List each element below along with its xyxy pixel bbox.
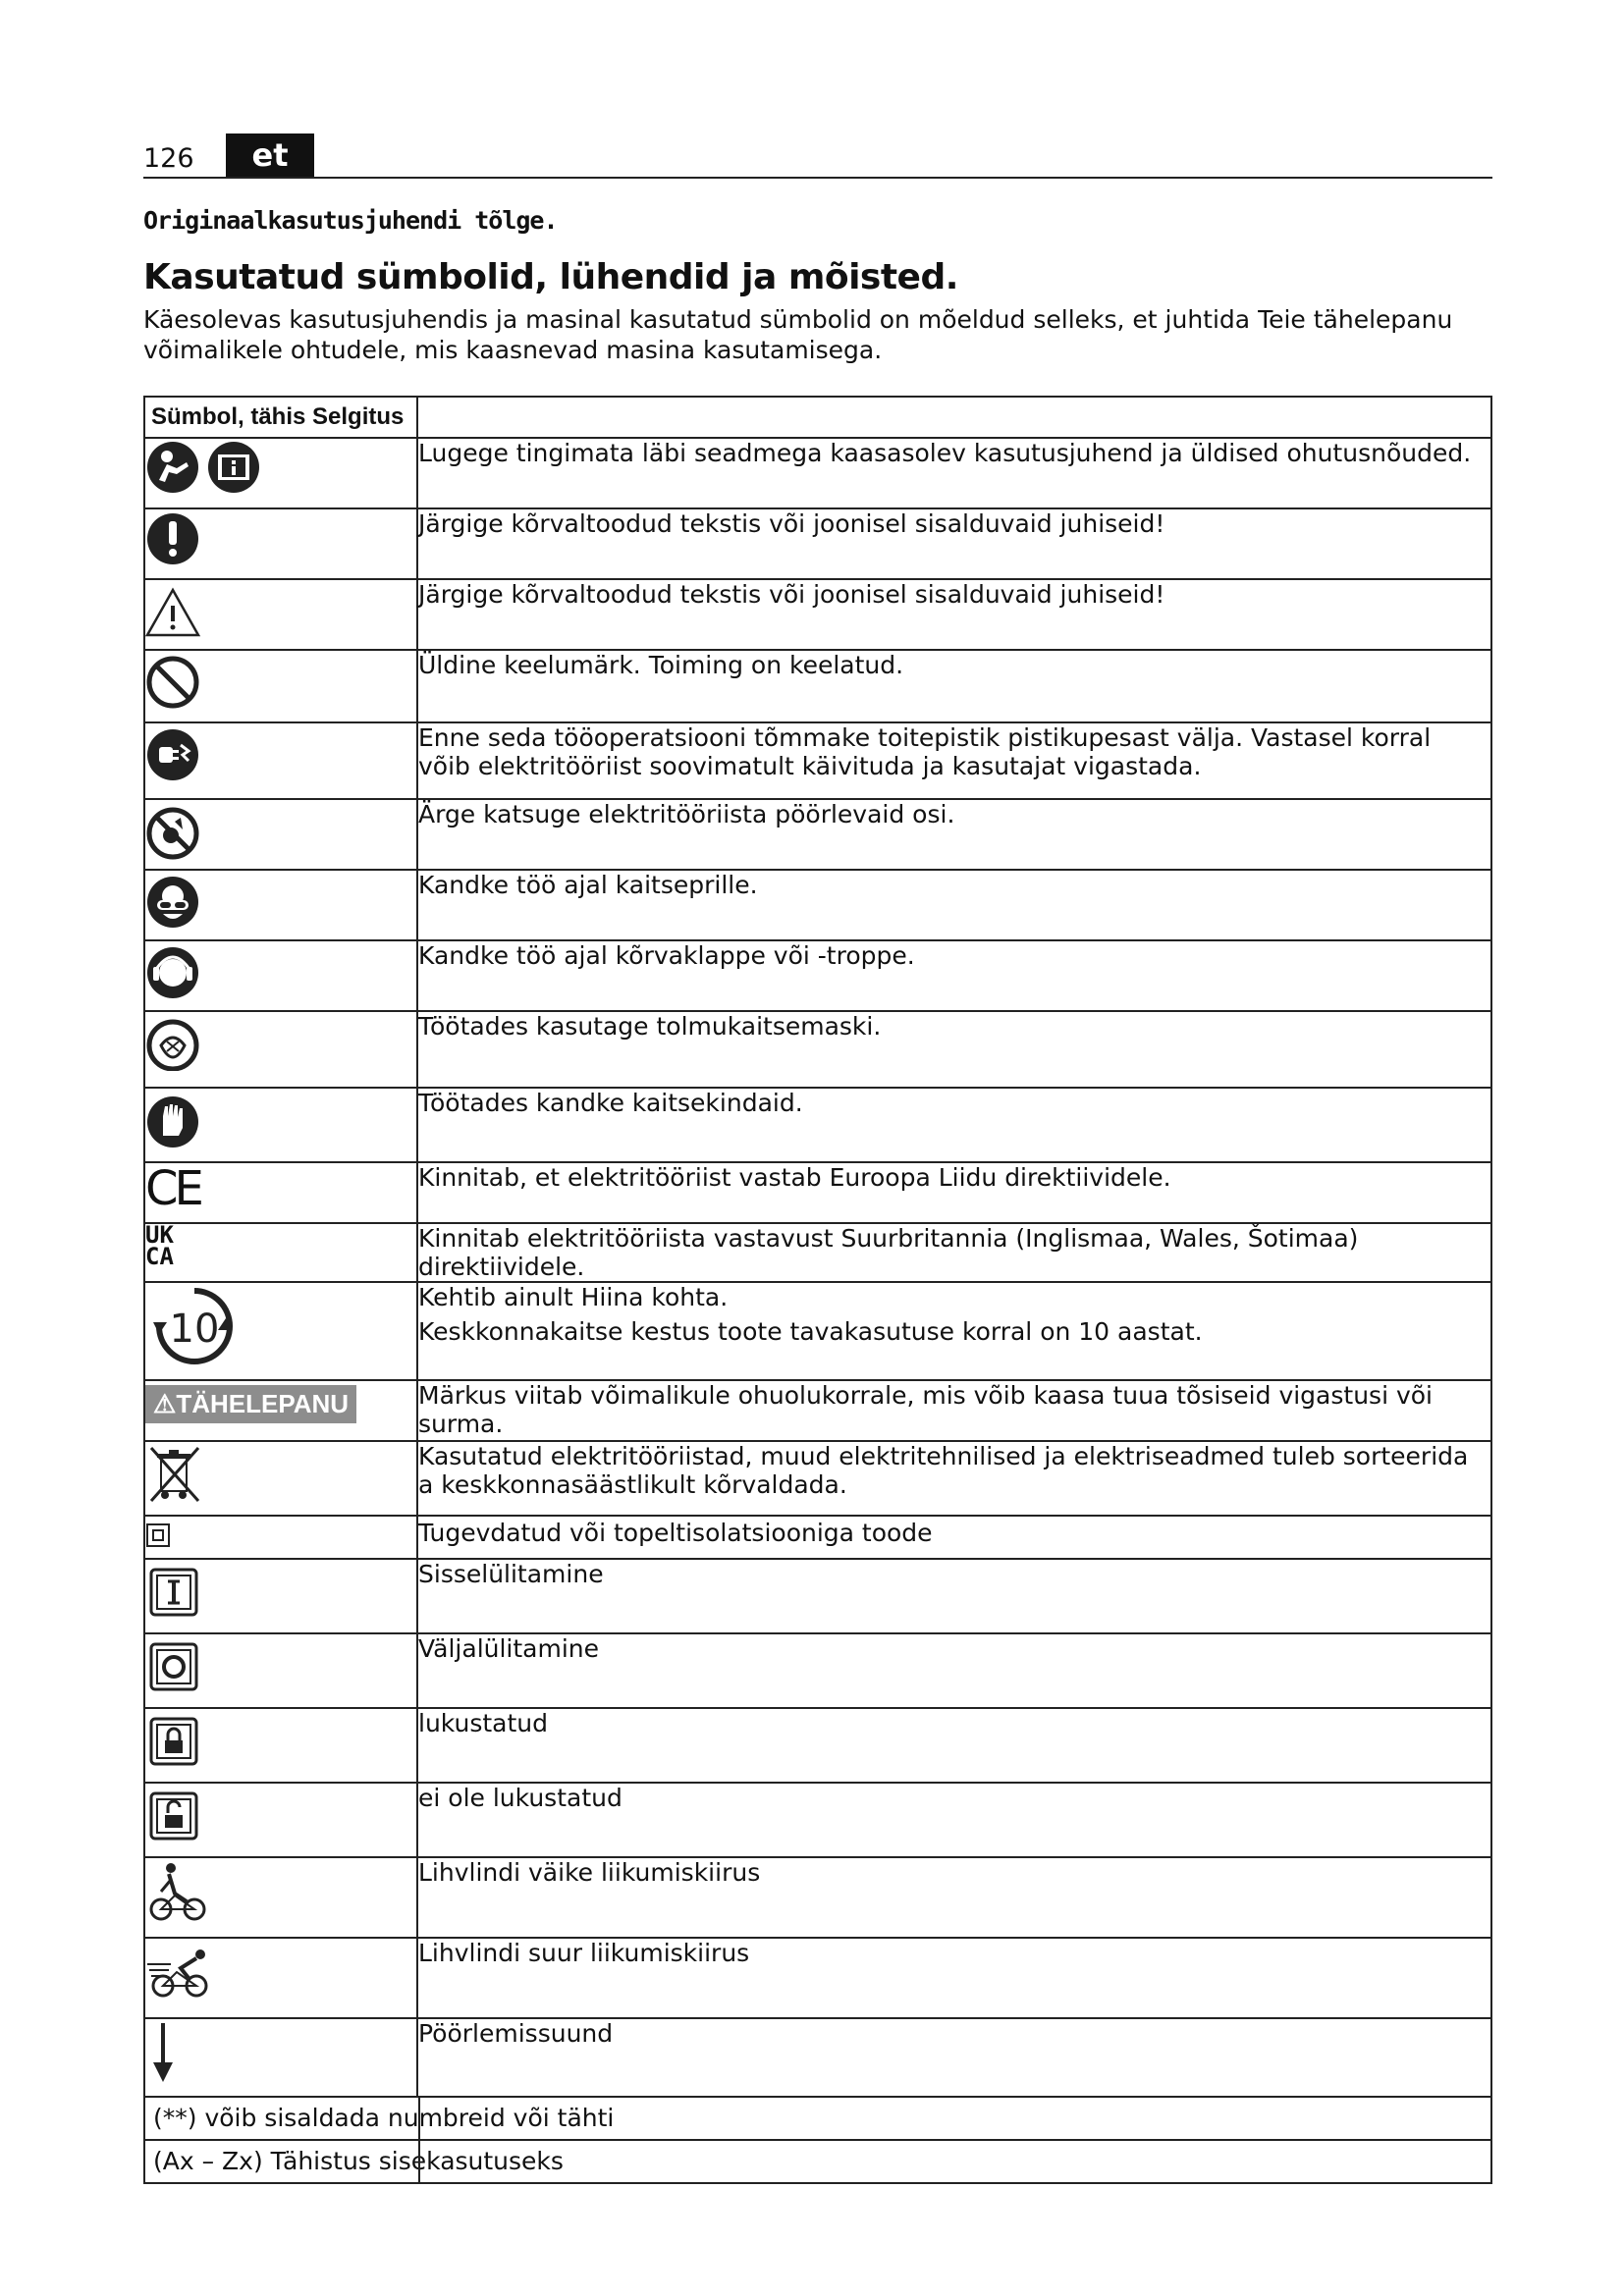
china-10-years-icon bbox=[145, 1283, 244, 1369]
table-row bbox=[144, 650, 1491, 722]
footnote-numbers-letters: (**) võib sisaldada numbreid või tähti bbox=[153, 2104, 615, 2132]
row-description-line2: Keskkonnakaitse kestus toote tavakasutuse korral on 10 aastat. bbox=[418, 1317, 1203, 1346]
no-touch-rotating-icon bbox=[145, 800, 204, 861]
table-row bbox=[144, 1708, 1491, 1783]
row-description: Lugege tingimata läbi seadmega kaasasolev kasutusjuhend ja üldised ohutusnõuded. bbox=[417, 438, 1491, 508]
switch-off-icon bbox=[145, 1634, 204, 1693]
weee-bin-icon bbox=[145, 1442, 204, 1503]
table-row bbox=[144, 1559, 1491, 1633]
table-header-row bbox=[144, 397, 1491, 438]
switch-on-icon bbox=[145, 1560, 204, 1619]
row-description: Kandke töö ajal kõrvaklappe või -troppe. bbox=[417, 940, 1491, 1011]
slow-speed-icon bbox=[145, 1858, 214, 1927]
mandatory-exclamation-icon bbox=[145, 509, 204, 568]
table-row bbox=[144, 579, 1491, 650]
table-row bbox=[144, 1011, 1491, 1088]
row-description: Tugevdatud või topeltisolatsiooniga toode bbox=[417, 1516, 1491, 1559]
table-footer-row bbox=[144, 2097, 1491, 2140]
row-description: Lihvlindi väike liikumiskiirus bbox=[417, 1857, 1491, 1938]
unlocked-icon bbox=[145, 1784, 204, 1842]
page-number: 126 bbox=[143, 143, 194, 174]
table-row bbox=[144, 1088, 1491, 1162]
symbols-table bbox=[143, 396, 1492, 2184]
table-row bbox=[144, 1380, 1491, 1441]
table-row bbox=[144, 1516, 1491, 1559]
table-header-empty bbox=[417, 397, 1491, 438]
table-row bbox=[144, 1633, 1491, 1708]
row-description: Kinnitab elektritööriista vastavust Suurbritannia (Inglismaa, Wales, Šotimaa) direktiividele. bbox=[417, 1223, 1491, 1282]
unplug-icon bbox=[145, 723, 204, 782]
page-title: Kasutatud sümbolid, lühendid ja mõisted. bbox=[143, 257, 958, 297]
table-row bbox=[144, 1938, 1491, 2018]
page-header bbox=[143, 133, 1492, 181]
row-description: Üldine keelumärk. Toiming on keelatud. bbox=[417, 650, 1491, 722]
footnote-internal-designation: (Ax – Zx) Tähistus sisekasutuseks bbox=[153, 2147, 564, 2175]
prohibition-icon bbox=[145, 651, 204, 710]
row-description: Enne seda tööoperatsiooni tõmmake toitepistik pistikupesast välja. Vastasel korral võib elektritööriist soovimatult käivituda ja kasutajat vigastada. bbox=[417, 722, 1491, 799]
row-description: Ärge katsuge elektritööriista pöörlevaid osi. bbox=[417, 799, 1491, 870]
row-description: Märkus viitab võimalikule ohuolukorrale, mis võib kaasa tuua tõsiseid vigastusi või surma. bbox=[417, 1380, 1491, 1441]
row-description: Lihvlindi suur liikumiskiirus bbox=[417, 1938, 1491, 2018]
row-description: Pöörlemissuund bbox=[417, 2018, 1491, 2097]
table-footer-row bbox=[144, 2140, 1491, 2183]
row-description: Järgige kõrvaltoodud tekstis või joonisel sisalduvaid juhiseid! bbox=[417, 508, 1491, 579]
ear-protection-icon bbox=[145, 941, 204, 1000]
row-description: Kinnitab, et elektritööriist vastab Euroopa Liidu direktiividele. bbox=[417, 1162, 1491, 1223]
ce-mark-icon: CE bbox=[145, 1161, 200, 1216]
row-description: ei ole lukustatud bbox=[417, 1783, 1491, 1857]
row-description: Kandke töö ajal kaitseprille. bbox=[417, 870, 1491, 940]
table-row bbox=[144, 1223, 1491, 1282]
table-row bbox=[144, 508, 1491, 579]
attention-badge-icon: ⚠TÄHELEPANU bbox=[145, 1385, 356, 1423]
column-divider bbox=[418, 2098, 420, 2139]
table-row bbox=[144, 1783, 1491, 1857]
table-row bbox=[144, 799, 1491, 870]
read-manual-icon bbox=[145, 439, 263, 496]
table-row bbox=[144, 1441, 1491, 1516]
svg-text:10: 10 bbox=[169, 1307, 220, 1352]
table-row bbox=[144, 1857, 1491, 1938]
dust-mask-icon bbox=[145, 1012, 204, 1071]
row-description: Töötades kandke kaitsekindaid. bbox=[417, 1088, 1491, 1162]
row-description-line1: Kehtib ainult Hiina kohta. bbox=[418, 1283, 729, 1311]
table-row bbox=[144, 2018, 1491, 2097]
table-row bbox=[144, 438, 1491, 508]
row-description: Väljalülitamine bbox=[417, 1633, 1491, 1708]
table-row bbox=[144, 1282, 1491, 1380]
column-divider bbox=[418, 2141, 420, 2182]
table-row bbox=[144, 722, 1491, 799]
row-description: Töötades kasutage tolmukaitsemaski. bbox=[417, 1011, 1491, 1088]
gloves-icon bbox=[145, 1089, 204, 1148]
subtitle: Originaalkasutusjuhendi tõlge. bbox=[143, 206, 558, 235]
double-insulation-icon bbox=[145, 1521, 175, 1550]
table-row bbox=[144, 940, 1491, 1011]
row-description: Sisselülitamine bbox=[417, 1559, 1491, 1633]
warning-triangle-icon bbox=[145, 580, 204, 639]
row-description: Järgige kõrvaltoodud tekstis või joonisel sisalduvaid juhiseid! bbox=[417, 579, 1491, 650]
ukca-mark-icon: UK CA bbox=[145, 1221, 174, 1270]
row-description: lukustatud bbox=[417, 1708, 1491, 1783]
safety-goggles-icon bbox=[145, 871, 204, 930]
table-row bbox=[144, 1162, 1491, 1223]
row-description bbox=[417, 1282, 1491, 1380]
table-row bbox=[144, 870, 1491, 940]
intro-paragraph: Käesolevas kasutusjuhendis ja masinal kasutatud sümbolid on mõeldud selleks, et juhtida Teie tähelepanu võimalikele ohtudele, mis kaasnevad masina kasutamisega. bbox=[143, 305, 1453, 364]
rotation-direction-arrow-icon bbox=[145, 2019, 185, 2084]
header-rule bbox=[143, 177, 1492, 179]
table-header: Sümbol, tähis Selgitus bbox=[144, 397, 417, 438]
language-tab: et bbox=[226, 133, 314, 177]
locked-icon bbox=[145, 1709, 204, 1768]
row-description: Kasutatud elektritööriistad, muud elektritehnilised ja elektriseadmed tuleb sorteerida a keskkonnasäästlikult kõrvaldada. bbox=[417, 1441, 1491, 1516]
fast-speed-icon bbox=[145, 1939, 220, 2007]
